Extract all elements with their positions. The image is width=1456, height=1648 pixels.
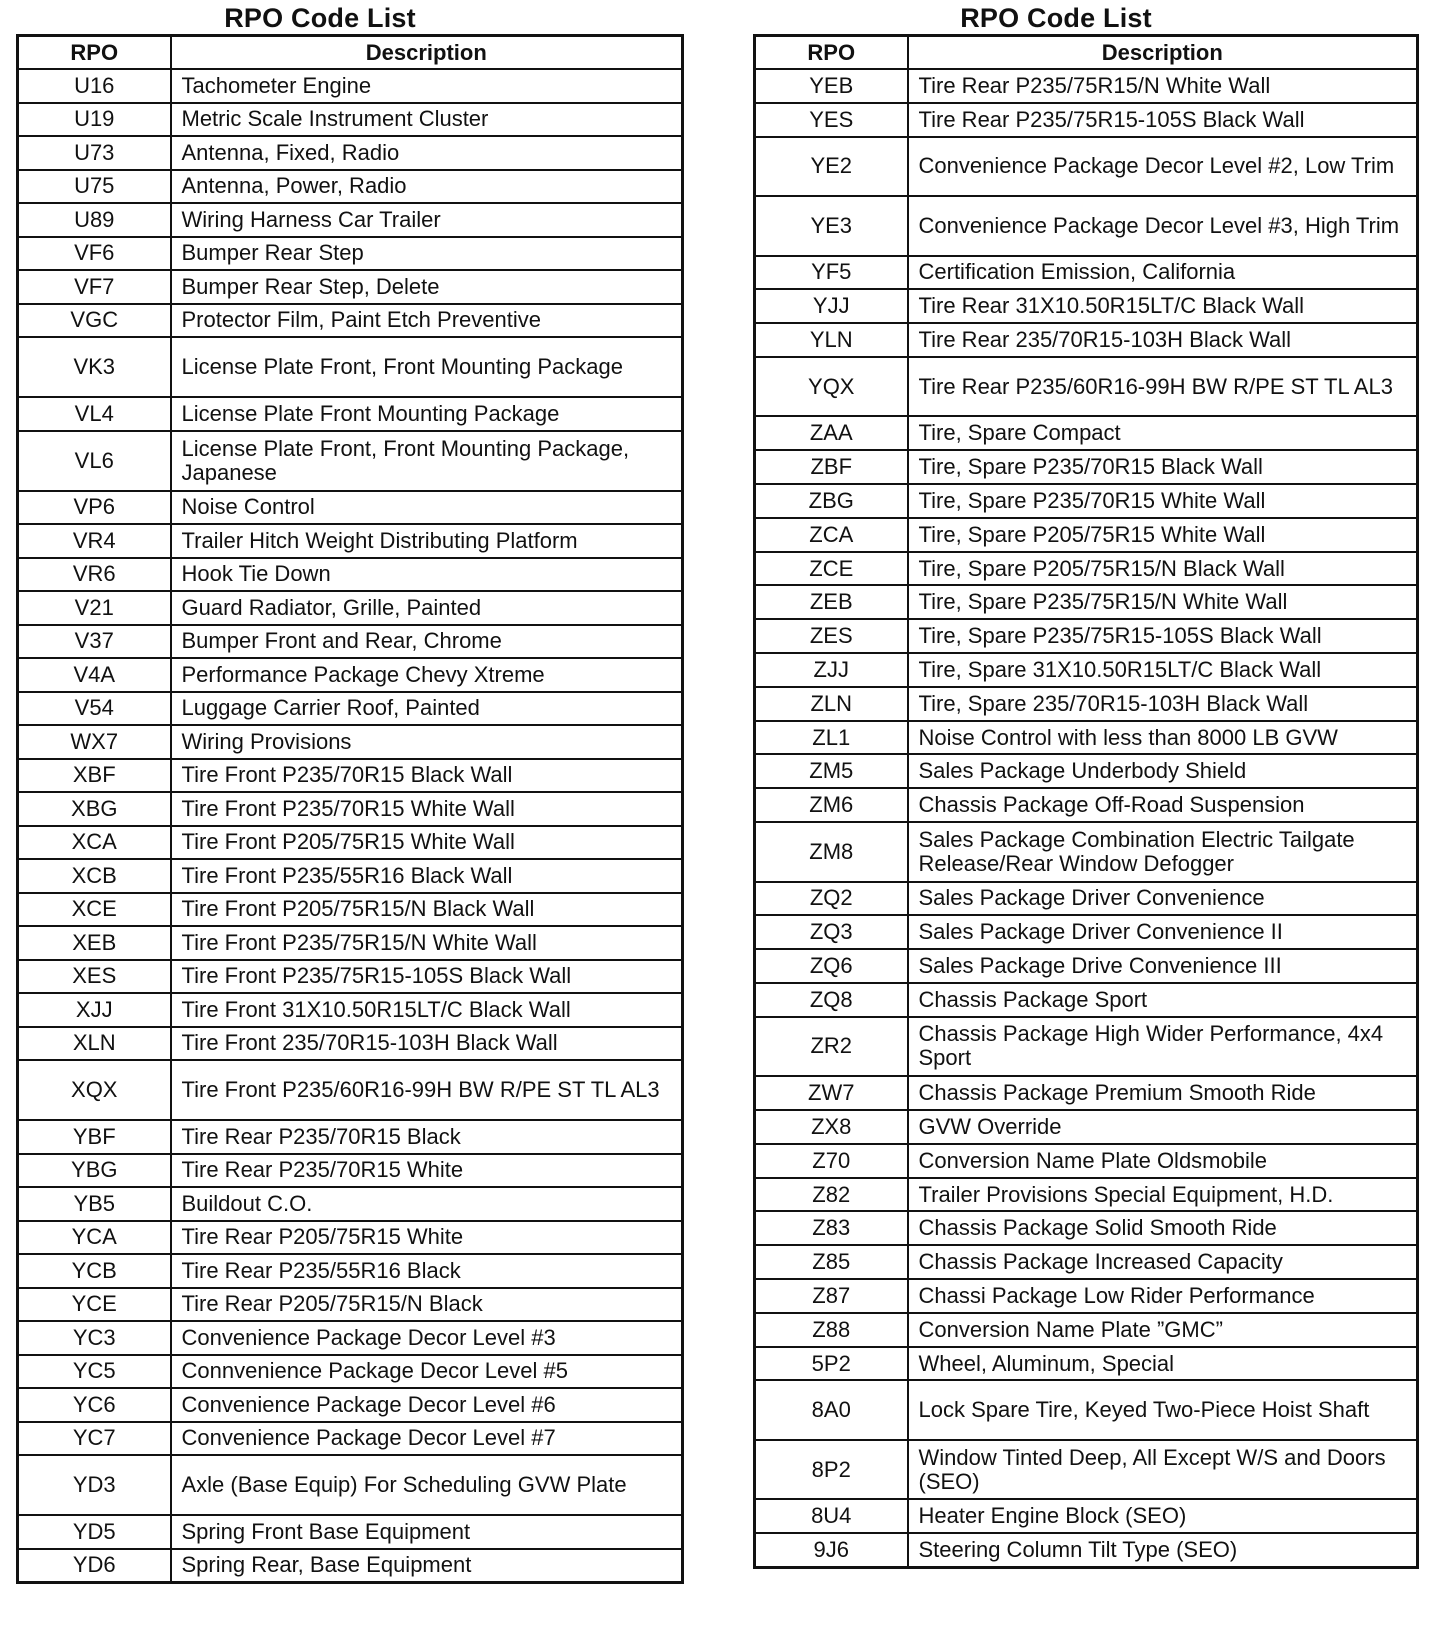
rpo-description: Tire Rear P235/70R15 White (171, 1154, 683, 1188)
description-column-header: Description (171, 36, 683, 70)
table-row (18, 1254, 683, 1288)
table-row (755, 1245, 1418, 1279)
rpo-code: ZEB (755, 585, 908, 619)
rpo-code: YE3 (755, 196, 908, 256)
table-row (755, 1380, 1418, 1440)
rpo-code: ZQ6 (755, 949, 908, 983)
table-row (18, 431, 683, 491)
table-row (755, 788, 1418, 822)
rpo-description: Protector Film, Paint Etch Preventive (171, 304, 683, 338)
table-row (755, 983, 1418, 1017)
rpo-description: Chassis Package Increased Capacity (908, 1245, 1418, 1279)
rpo-description: Performance Package Chevy Xtreme (171, 658, 683, 692)
rpo-description: Tire Rear P235/60R16-99H BW R/PE ST TL AL3 (908, 357, 1418, 417)
rpo-code: U89 (18, 203, 171, 237)
table-row (18, 1355, 683, 1389)
rpo-description: Antenna, Fixed, Radio (171, 136, 683, 170)
rpo-description: Chassis Package Off-Road Suspension (908, 788, 1418, 822)
rpo-code: YB5 (18, 1187, 171, 1221)
table-row (18, 1221, 683, 1255)
table-row (18, 759, 683, 793)
table-row (18, 1321, 683, 1355)
rpo-code: XBF (18, 759, 171, 793)
rpo-description: Tire Front P205/75R15 White Wall (171, 826, 683, 860)
table-row (755, 450, 1418, 484)
rpo-description: Tire, Spare P235/75R15/N White Wall (908, 585, 1418, 619)
table-row (18, 1027, 683, 1061)
rpo-description: Chassis Package Sport (908, 983, 1418, 1017)
rpo-code: VL4 (18, 397, 171, 431)
rpo-description: Tire Front P235/75R15/N White Wall (171, 926, 683, 960)
table-row (18, 491, 683, 525)
table-row (755, 103, 1418, 137)
rpo-code: V54 (18, 692, 171, 726)
table-row (18, 926, 683, 960)
table-row (755, 1017, 1418, 1077)
rpo-code: XQX (18, 1060, 171, 1120)
table-row (755, 585, 1418, 619)
rpo-code: XBG (18, 792, 171, 826)
table-row (755, 1211, 1418, 1245)
table-row (18, 658, 683, 692)
rpo-description: Tire Rear P205/75R15 White (171, 1221, 683, 1255)
rpo-description: Tire Front P235/70R15 White Wall (171, 792, 683, 826)
table-row (755, 1076, 1418, 1110)
rpo-description: Tire, Spare 31X10.50R15LT/C Black Wall (908, 653, 1418, 687)
rpo-code: XCA (18, 826, 171, 860)
rpo-code: XES (18, 960, 171, 994)
rpo-code: YC5 (18, 1355, 171, 1389)
rpo-table (16, 34, 684, 1584)
rpo-code: 5P2 (755, 1347, 908, 1381)
rpo-code: VGC (18, 304, 171, 338)
rpo-description: Convenience Package Decor Level #2, Low Trim (908, 137, 1418, 197)
rpo-code: ZM6 (755, 788, 908, 822)
table-row (18, 625, 683, 659)
rpo-code: YC3 (18, 1321, 171, 1355)
table-row (755, 949, 1418, 983)
rpo-code: Z82 (755, 1178, 908, 1212)
rpo-code: Z83 (755, 1211, 908, 1245)
rpo-code: Z85 (755, 1245, 908, 1279)
rpo-code: U73 (18, 136, 171, 170)
table-row (755, 69, 1418, 103)
rpo-code: YES (755, 103, 908, 137)
rpo-code: VP6 (18, 491, 171, 525)
rpo-code: ZW7 (755, 1076, 908, 1110)
rpo-code: VF7 (18, 270, 171, 304)
rpo-description: Chassis Package High Wider Performance, 4x4 Sport (908, 1017, 1418, 1077)
table-row (18, 1422, 683, 1456)
table-row (755, 1347, 1418, 1381)
rpo-description: License Plate Front Mounting Package (171, 397, 683, 431)
rpo-code: ZCE (755, 552, 908, 586)
rpo-code: YBG (18, 1154, 171, 1188)
rpo-description: Bumper Rear Step (171, 237, 683, 271)
rpo-code: VR6 (18, 558, 171, 592)
rpo-code: YC6 (18, 1388, 171, 1422)
rpo-description: Connvenience Package Decor Level #5 (171, 1355, 683, 1389)
description-column-header: Description (908, 36, 1418, 70)
table-row (18, 1288, 683, 1322)
rpo-code: XCB (18, 859, 171, 893)
rpo-code: WX7 (18, 725, 171, 759)
table-row (755, 323, 1418, 357)
rpo-description: Tire, Spare P205/75R15/N Black Wall (908, 552, 1418, 586)
rpo-code: 8U4 (755, 1499, 908, 1533)
table-row (18, 792, 683, 826)
table-row (755, 416, 1418, 450)
rpo-description: Noise Control (171, 491, 683, 525)
rpo-description: Tire Rear 235/70R15-103H Black Wall (908, 323, 1418, 357)
rpo-description: Lock Spare Tire, Keyed Two-Piece Hoist Shaft (908, 1380, 1418, 1440)
table-row (755, 915, 1418, 949)
rpo-code: VF6 (18, 237, 171, 271)
rpo-description: Axle (Base Equip) For Scheduling GVW Plate (171, 1455, 683, 1515)
rpo-description: Convenience Package Decor Level #3 (171, 1321, 683, 1355)
rpo-code: ZL1 (755, 721, 908, 755)
rpo-description: Wiring Provisions (171, 725, 683, 759)
table-row (755, 687, 1418, 721)
table-row (755, 137, 1418, 197)
rpo-code: YLN (755, 323, 908, 357)
rpo-description: Hook Tie Down (171, 558, 683, 592)
table-row (18, 237, 683, 271)
rpo-description: Tire, Spare P205/75R15 White Wall (908, 518, 1418, 552)
rpo-description: Sales Package Combination Electric Tailgate Release/Rear Window Defogger (908, 822, 1418, 882)
rpo-description: Certification Emission, California (908, 256, 1418, 290)
rpo-code: V21 (18, 591, 171, 625)
table-row (755, 721, 1418, 755)
table-row (755, 1279, 1418, 1313)
rpo-code: ZM5 (755, 754, 908, 788)
table-row (755, 1110, 1418, 1144)
rpo-code: U75 (18, 170, 171, 204)
rpo-description: Tire Rear P235/75R15-105S Black Wall (908, 103, 1418, 137)
rpo-description: Tire Rear P235/55R16 Black (171, 1254, 683, 1288)
rpo-code: V37 (18, 625, 171, 659)
rpo-description: Wheel, Aluminum, Special (908, 1347, 1418, 1381)
table-row (18, 1549, 683, 1583)
rpo-description: Tachometer Engine (171, 69, 683, 103)
table-row (755, 552, 1418, 586)
table-row (18, 725, 683, 759)
rpo-code: ZJJ (755, 653, 908, 687)
table-row (755, 1178, 1418, 1212)
rpo-code: XCE (18, 893, 171, 927)
table-row (18, 591, 683, 625)
rpo-description: Bumper Rear Step, Delete (171, 270, 683, 304)
rpo-code: YBF (18, 1120, 171, 1154)
table-row (18, 960, 683, 994)
rpo-column-header: RPO (18, 36, 171, 70)
rpo-code: 8P2 (755, 1440, 908, 1500)
rpo-code-list-right (753, 0, 1419, 1569)
rpo-description: GVW Override (908, 1110, 1418, 1144)
rpo-description: Spring Front Base Equipment (171, 1515, 683, 1549)
table-row (18, 397, 683, 431)
rpo-column-header: RPO (755, 36, 908, 70)
rpo-description: Chassis Package Premium Smooth Ride (908, 1076, 1418, 1110)
rpo-description: Tire, Spare Compact (908, 416, 1418, 450)
table-row (18, 1154, 683, 1188)
rpo-description: Metric Scale Instrument Cluster (171, 103, 683, 137)
rpo-description: License Plate Front, Front Mounting Package (171, 337, 683, 397)
table-row (18, 859, 683, 893)
rpo-description: Convenience Package Decor Level #7 (171, 1422, 683, 1456)
rpo-code: YCA (18, 1221, 171, 1255)
rpo-code: Z70 (755, 1144, 908, 1178)
rpo-code: YD6 (18, 1549, 171, 1583)
table-row (18, 304, 683, 338)
table-title: RPO Code List (224, 3, 416, 33)
rpo-code: VR4 (18, 524, 171, 558)
rpo-description: Spring Rear, Base Equipment (171, 1549, 683, 1583)
rpo-code: Z88 (755, 1313, 908, 1347)
rpo-description: Wiring Harness Car Trailer (171, 203, 683, 237)
table-row (18, 692, 683, 726)
header-row (755, 36, 1418, 70)
table-row (755, 1144, 1418, 1178)
table-row (755, 256, 1418, 290)
rpo-description: Tire Front P235/60R16-99H BW R/PE ST TL AL3 (171, 1060, 683, 1120)
rpo-code: ZR2 (755, 1017, 908, 1077)
rpo-description: Tire, Spare 235/70R15-103H Black Wall (908, 687, 1418, 721)
table-title: RPO Code List (960, 3, 1152, 33)
rpo-description: Window Tinted Deep, All Except W/S and Doors (SEO) (908, 1440, 1418, 1500)
rpo-code: ZES (755, 619, 908, 653)
table-row (755, 289, 1418, 323)
rpo-code: YD5 (18, 1515, 171, 1549)
rpo-description: Sales Package Underbody Shield (908, 754, 1418, 788)
rpo-description: Tire Rear P235/70R15 Black (171, 1120, 683, 1154)
rpo-code: YEB (755, 69, 908, 103)
rpo-code: VK3 (18, 337, 171, 397)
rpo-description: Tire Front P235/75R15-105S Black Wall (171, 960, 683, 994)
rpo-code: V4A (18, 658, 171, 692)
table-row (755, 754, 1418, 788)
rpo-code: ZQ8 (755, 983, 908, 1017)
rpo-code: ZX8 (755, 1110, 908, 1144)
rpo-table (753, 34, 1419, 1569)
rpo-description: Tire Front 235/70R15-103H Black Wall (171, 1027, 683, 1061)
rpo-code: ZAA (755, 416, 908, 450)
table-row (18, 524, 683, 558)
rpo-description: Trailer Hitch Weight Distributing Platform (171, 524, 683, 558)
rpo-description: Luggage Carrier Roof, Painted (171, 692, 683, 726)
rpo-code: VL6 (18, 431, 171, 491)
rpo-description: Tire Front P235/70R15 Black Wall (171, 759, 683, 793)
rpo-code: XJJ (18, 993, 171, 1027)
table-row (18, 270, 683, 304)
table-row (18, 170, 683, 204)
table-row (755, 484, 1418, 518)
rpo-code: U16 (18, 69, 171, 103)
table-row (18, 826, 683, 860)
table-row (18, 136, 683, 170)
rpo-code: ZQ3 (755, 915, 908, 949)
table-row (18, 1187, 683, 1221)
rpo-code-list-left (16, 0, 684, 1584)
table-row (755, 1440, 1418, 1500)
rpo-description: Tire, Spare P235/70R15 White Wall (908, 484, 1418, 518)
rpo-description: Tire Front 31X10.50R15LT/C Black Wall (171, 993, 683, 1027)
rpo-code: Z87 (755, 1279, 908, 1313)
table-row (18, 993, 683, 1027)
rpo-code: 8A0 (755, 1380, 908, 1440)
rpo-description: Conversion Name Plate ”GMC” (908, 1313, 1418, 1347)
table-row (755, 653, 1418, 687)
rpo-description: License Plate Front, Front Mounting Package, Japanese (171, 431, 683, 491)
rpo-description: Sales Package Driver Convenience II (908, 915, 1418, 949)
rpo-description: Tire Rear P205/75R15/N Black (171, 1288, 683, 1322)
rpo-code: YF5 (755, 256, 908, 290)
table-row (755, 196, 1418, 256)
rpo-code: ZLN (755, 687, 908, 721)
rpo-code: YC7 (18, 1422, 171, 1456)
rpo-code: XEB (18, 926, 171, 960)
rpo-code: ZBG (755, 484, 908, 518)
rpo-description: Tire, Spare P235/70R15 Black Wall (908, 450, 1418, 484)
table-row (755, 822, 1418, 882)
rpo-code: YD3 (18, 1455, 171, 1515)
rpo-code: ZCA (755, 518, 908, 552)
rpo-description: Antenna, Power, Radio (171, 170, 683, 204)
table-row (18, 1515, 683, 1549)
rpo-code: XLN (18, 1027, 171, 1061)
table-row (18, 1388, 683, 1422)
rpo-description: Conversion Name Plate Oldsmobile (908, 1144, 1418, 1178)
rpo-description: Tire, Spare P235/75R15-105S Black Wall (908, 619, 1418, 653)
header-row (18, 36, 683, 70)
rpo-description: Buildout C.O. (171, 1187, 683, 1221)
table-row (18, 1455, 683, 1515)
rpo-description: Steering Column Tilt Type (SEO) (908, 1533, 1418, 1567)
rpo-description: Chassis Package Solid Smooth Ride (908, 1211, 1418, 1245)
table-row (18, 1060, 683, 1120)
table-row (18, 337, 683, 397)
table-row (755, 1499, 1418, 1533)
rpo-description: Sales Package Drive Convenience III (908, 949, 1418, 983)
rpo-code: YQX (755, 357, 908, 417)
table-row (18, 1120, 683, 1154)
rpo-description: Tire Front P205/75R15/N Black Wall (171, 893, 683, 927)
rpo-description: Sales Package Driver Convenience (908, 882, 1418, 916)
table-row (755, 518, 1418, 552)
table-row (18, 558, 683, 592)
rpo-code: YCB (18, 1254, 171, 1288)
table-row (18, 203, 683, 237)
rpo-description: Tire Rear P235/75R15/N White Wall (908, 69, 1418, 103)
rpo-code: YE2 (755, 137, 908, 197)
rpo-code: ZBF (755, 450, 908, 484)
table-row (18, 69, 683, 103)
table-row (18, 893, 683, 927)
rpo-description: Guard Radiator, Grille, Painted (171, 591, 683, 625)
rpo-description: Tire Front P235/55R16 Black Wall (171, 859, 683, 893)
table-row (755, 357, 1418, 417)
rpo-code: 9J6 (755, 1533, 908, 1567)
rpo-description: Tire Rear 31X10.50R15LT/C Black Wall (908, 289, 1418, 323)
table-row (755, 1313, 1418, 1347)
rpo-description: Chassi Package Low Rider Performance (908, 1279, 1418, 1313)
rpo-code: ZQ2 (755, 882, 908, 916)
table-row (755, 882, 1418, 916)
rpo-description: Heater Engine Block (SEO) (908, 1499, 1418, 1533)
table-row (755, 1533, 1418, 1567)
rpo-description: Noise Control with less than 8000 LB GVW (908, 721, 1418, 755)
rpo-description: Convenience Package Decor Level #6 (171, 1388, 683, 1422)
rpo-code: YJJ (755, 289, 908, 323)
rpo-code: ZM8 (755, 822, 908, 882)
rpo-code: U19 (18, 103, 171, 137)
rpo-code: YCE (18, 1288, 171, 1322)
table-row (755, 619, 1418, 653)
rpo-description: Convenience Package Decor Level #3, High Trim (908, 196, 1418, 256)
table-row (18, 103, 683, 137)
rpo-description: Trailer Provisions Special Equipment, H.D. (908, 1178, 1418, 1212)
rpo-description: Bumper Front and Rear, Chrome (171, 625, 683, 659)
